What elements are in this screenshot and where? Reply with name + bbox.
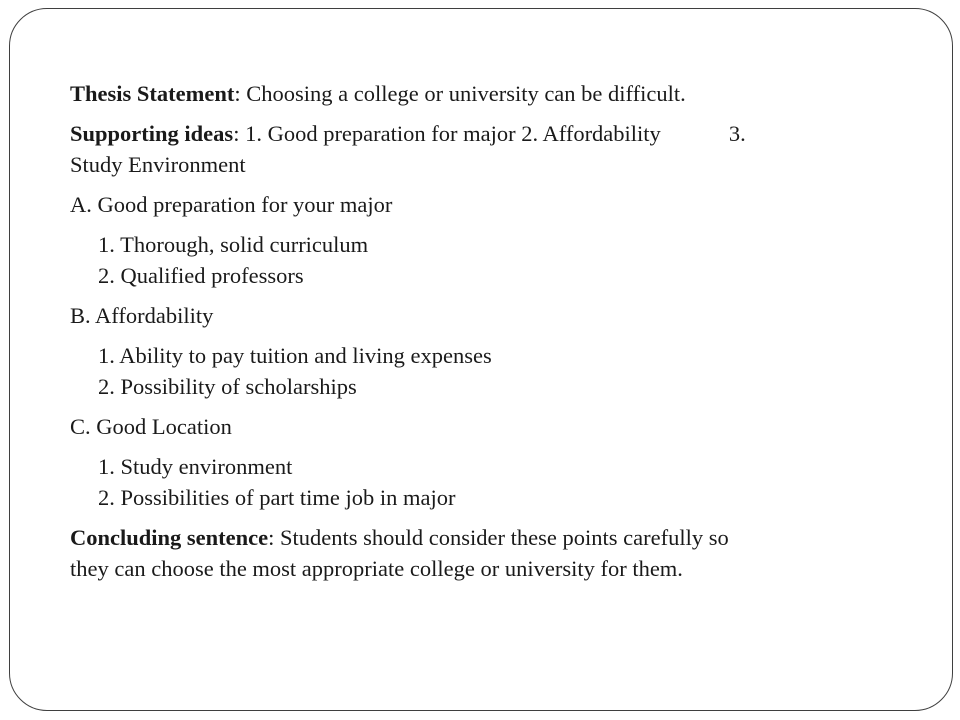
concluding-label: Concluding sentence [70,525,269,550]
supporting-ideas [70,118,905,180]
section-b-heading: B. Affordability [70,303,214,328]
supporting-text-end: 3. [728,121,746,146]
supporting-text: : 1. Good preparation for major 2. Affordability [233,121,661,146]
section-a-item: 2. Qualified professors [98,263,304,288]
supporting-label: Supporting ideas [70,121,234,146]
section-b-item: 1. Ability to pay tuition and living expenses [98,343,492,368]
supporting-text-continued: Study Environment [70,152,246,177]
concluding-text-continued: they can choose the most appropriate college or university for them. [70,556,683,581]
slide-frame [9,8,953,711]
section-c-item: 2. Possibilities of part time job in major [98,485,456,510]
thesis-label: Thesis Statement [70,81,235,106]
concluding-sentence [70,522,905,584]
section-a-heading: A. Good preparation for your major [70,192,393,217]
thesis-text: : Choosing a college or university can be difficult. [234,81,686,106]
outline-content [70,78,905,584]
section-b-item: 2. Possibility of scholarships [98,374,357,399]
thesis-statement [70,78,905,109]
section-c-heading: C. Good Location [70,414,232,439]
section-c-item: 1. Study environment [98,454,293,479]
section-a-item: 1. Thorough, solid curriculum [98,232,369,257]
concluding-text: : Students should consider these points carefully so [268,525,729,550]
